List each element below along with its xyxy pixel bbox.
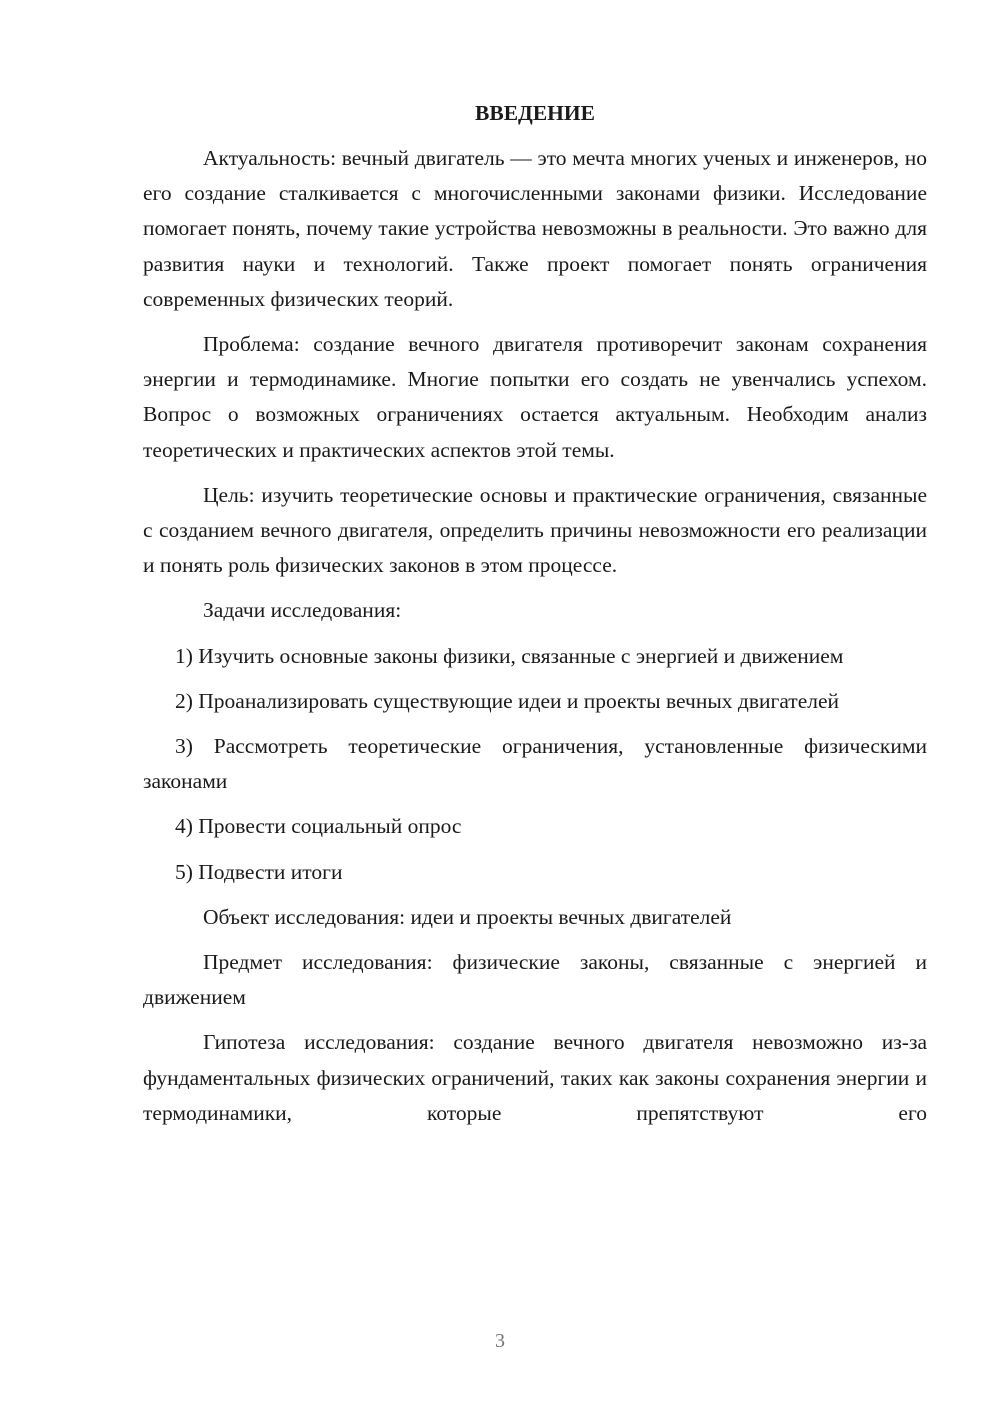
task-item-1: 1) Изучить основные законы физики, связанные с энергией и движением: [175, 643, 844, 668]
paragraph-problem: Проблема: создание вечного двигателя противоречит законам сохранения энергии и термодинамике. Многие попытки его создать не увенчались успехом. Вопрос о возможных ограничениях остается актуальным. Необходим анализ теоретических и практических аспектов этой темы.: [143, 332, 927, 462]
paragraph-object: Объект исследования: идеи и проекты вечных двигателей: [203, 904, 732, 929]
paragraph-tasks-heading: Задачи исследования:: [203, 598, 402, 623]
task-item-2: 2) Проанализировать существующие идеи и проекты вечных двигателей: [175, 688, 840, 713]
paragraph-relevance: Актуальность: вечный двигатель — это мечта многих ученых и инженеров, но его создание сталкивается с многочисленными законами физики. Исследование помогает понять, почему такие устройства невозможны в реальности. Это важно для развития науки и технологий. Также проект помогает понять ограничения современных физических теорий.: [143, 146, 927, 311]
task-item-4: 4) Провести социальный опрос: [175, 814, 462, 839]
page-content: [143, 96, 927, 1141]
task-item-5: 5) Подвести итоги: [175, 859, 343, 884]
task-item-3: 3) Рассмотреть теоретические ограничения, установленные физическими законами: [143, 734, 927, 794]
page-number: 3: [495, 1330, 505, 1352]
section-title: ВВЕДЕНИЕ: [475, 101, 595, 125]
paragraph-hypothesis: Гипотеза исследования: создание вечного двигателя невозможно из-за фундаментальных физических ограничений, таких как законы сохранения энергии и термодинамики, которые препятствуют его: [143, 1030, 927, 1125]
paragraph-subject: Предмет исследования: физические законы, связанные с энергией и движением: [143, 950, 927, 1010]
paragraph-goal: Цель: изучить теоретические основы и практические ограничения, связанные с созданием вечного двигателя, определить причины невозможности его реализации и понять роль физических законов в этом процессе.: [143, 482, 927, 578]
